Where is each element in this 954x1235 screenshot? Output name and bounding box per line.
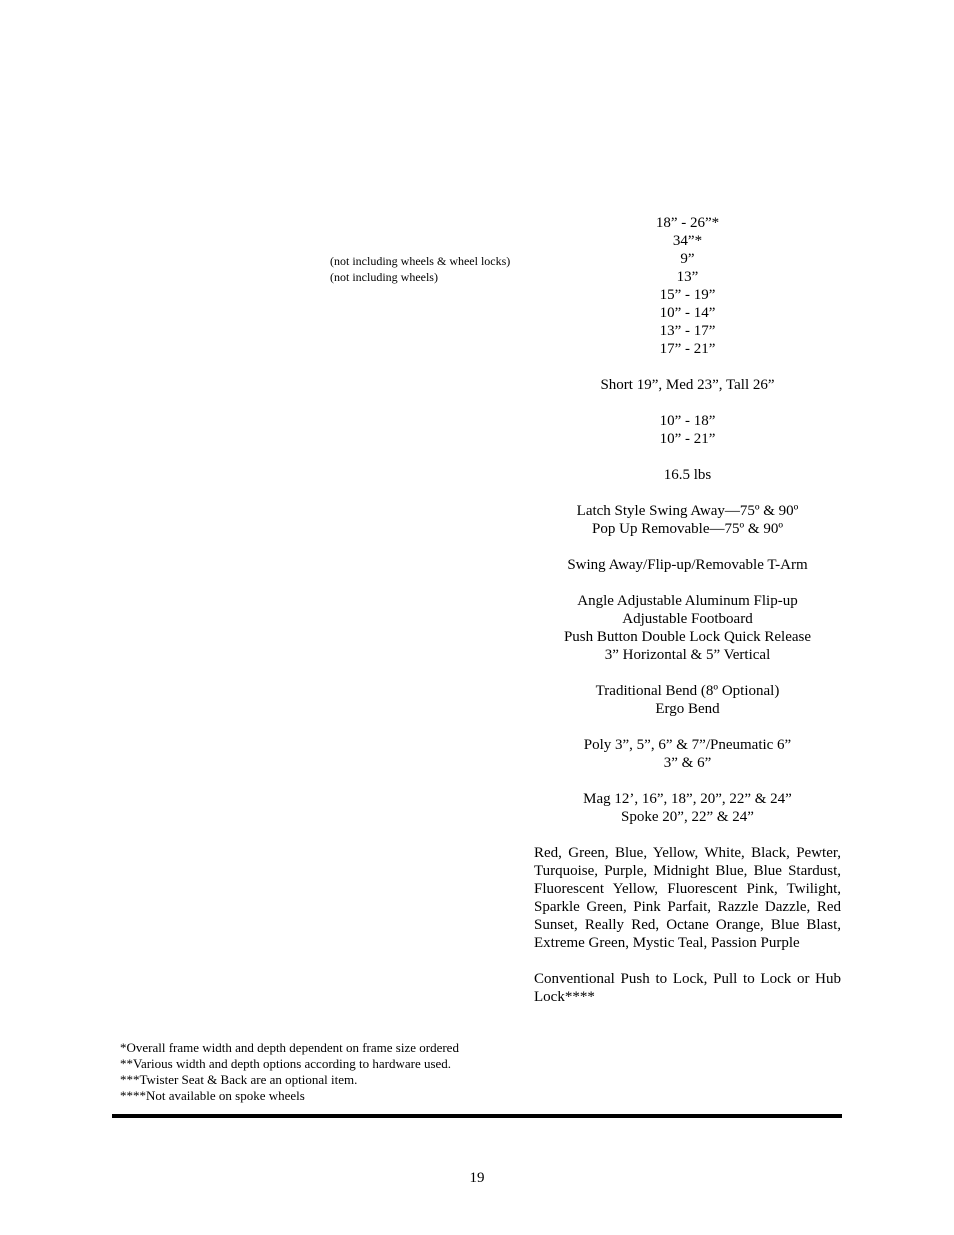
arms-value: Swing Away/Flip-up/Removable T-Arm	[567, 557, 808, 573]
footplate-value-3: Push Button Double Lock Quick Release	[563, 629, 812, 645]
footnote-3: ***Twister Seat & Back are an optional item.	[120, 1072, 358, 1087]
wheel-locks-value: Conventional Push to Lock, Pull to Lock or Hub Lock****	[534, 971, 841, 1005]
canes-value: Short 19”, Med 23”, Tall 26”	[600, 377, 775, 393]
footnote-2: **Various width and depth options according to hardware used.	[120, 1056, 452, 1071]
footnote-1: *Overall frame width and depth dependent on frame size ordered	[120, 1040, 459, 1055]
seat-height-note: (not including wheels & wheel locks)	[330, 254, 511, 268]
frame-width-value: 18” - 26”*	[655, 215, 720, 231]
back-width-value: 13” - 17”	[659, 323, 716, 339]
back-height-value: 17” - 21”	[659, 341, 716, 357]
frame-depth-value: 34”*	[672, 233, 703, 249]
casters-value-1: Poly 3”, 5”, 6” & 7”/Pneumatic 6”	[583, 737, 792, 753]
wheels-value-2: Spoke 20”, 22” & 24”	[621, 809, 754, 825]
range-value-1: 10” - 18”	[659, 413, 716, 429]
footplate-value-1: Angle Adjustable Aluminum Flip-up	[577, 593, 798, 609]
seat-width-value: 15” - 19”	[659, 287, 716, 303]
footplate-value-2: Adjustable Footboard	[622, 611, 753, 627]
height-note: (not including wheels)	[330, 270, 438, 284]
page-number: 19	[469, 1170, 485, 1186]
range-value-2: 10” - 21”	[659, 431, 716, 447]
footplate-value-4: 3” Horizontal & 5” Vertical	[604, 647, 771, 663]
colors-value: Red, Green, Blue, Yellow, White, Black, Pewter, Turquoise, Purple, Midnight Blue, Blue Stardust, Fluorescent Yellow, Fluorescent Pink, Twilight, Sparkle Green, Pink Parfait, Razzle Dazzle, Red Sunset, Really Red, Octane Orange, Blue Blast, Extreme Green, Mystic Teal, Passion Purple	[534, 845, 841, 951]
footnotes	[120, 1040, 459, 1104]
casters-value-2: 3” & 6”	[663, 755, 712, 771]
bend-value-2: Ergo Bend	[655, 701, 720, 717]
spec-values-column	[534, 214, 841, 1006]
seat-height-value-2: 13”	[676, 269, 699, 285]
footnote-4: ****Not available on spoke wheels	[120, 1088, 305, 1103]
front-rigging-value-1: Latch Style Swing Away—75º & 90º	[576, 503, 799, 519]
seat-height-value: 9”	[680, 251, 695, 267]
front-rigging-value-2: Pop Up Removable—75º & 90º	[592, 521, 783, 537]
wheels-value-1: Mag 12’, 16”, 18”, 20”, 22” & 24”	[583, 791, 792, 807]
bend-value-1: Traditional Bend (8º Optional)	[595, 683, 780, 699]
seat-depth-value: 10” - 14”	[659, 305, 716, 321]
horizontal-rule	[112, 1114, 842, 1118]
weight-value: 16.5 lbs	[663, 467, 712, 483]
